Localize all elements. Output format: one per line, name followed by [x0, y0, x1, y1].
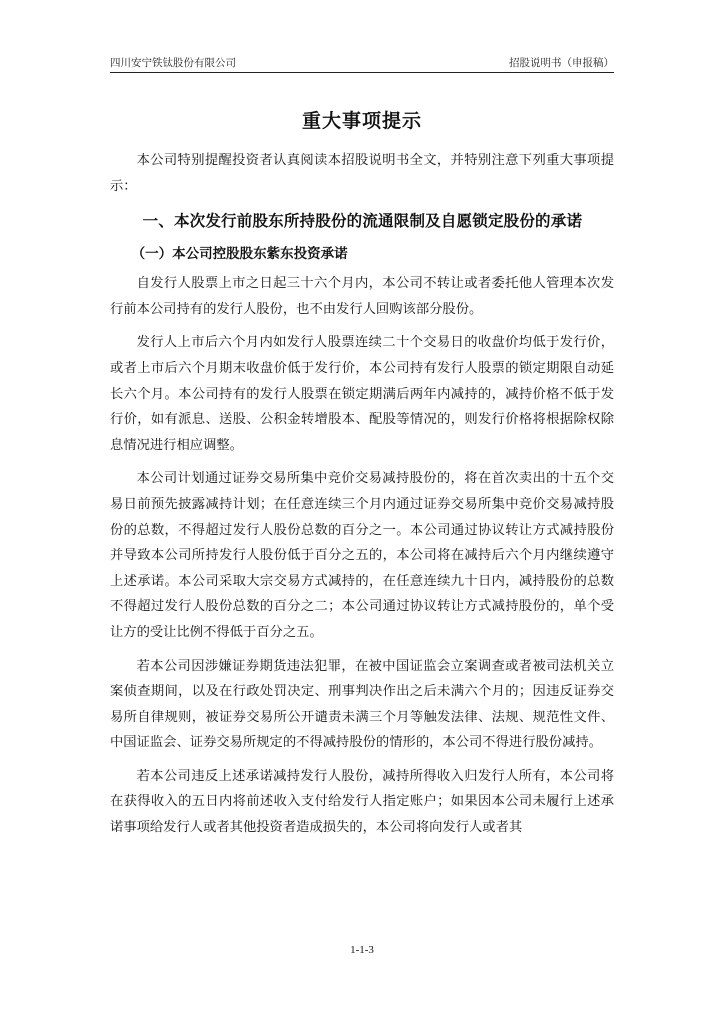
body-paragraph: 发行人上市后六个月内如发行人股票连续二十个交易日的收盘价均低于发行价，或者上市后六个月期末收盘价低于发行价，本公司持有发行人股票的锁定期限自动延长六个月。本公司持有的发行人股票在锁定期满后两年内减持的，减持价格不低于发行价，如有派息、送股、公积金转增股本、配股等情况的，则发行价格将根据除权除息情况进行相应调整。 [110, 335, 614, 453]
header-company-name: 四川安宁铁钛股份有限公司 [110, 57, 236, 69]
section-heading: 一、本次发行前股东所持股份的流通限制及自愿锁定股份的承诺 [142, 212, 583, 231]
body-paragraph: 本公司计划通过证券交易所集中竞价交易减持股份的，将在首次卖出的十五个交易日前预先披露减持计划；在任意连续三个月内通过证券交易所集中竞价交易减持股份的总数，不得超过发行人股份总数的百分之一。本公司通过协议转让方式减持股份并导致本公司所持发行人股份低于百分之五的，本公司将在减持后六个月内继续遵守上述承诺。本公司采取大宗交易方式减持的，在任意连续九十日内，减持股份的总数不得超过发行人股份总数的百分之二；本公司通过协议转让方式减持股份的，单个受让方的受让比例不得低于百分之五。 [110, 471, 614, 640]
header-document-name: 招股说明书（申报稿） [509, 57, 614, 69]
intro-paragraph: 本公司特别提醒投资者认真阅读本招股说明书全文，并特别注意下列重大事项提示： [110, 153, 614, 194]
document-body [110, 98, 614, 849]
body-paragraph: 若本公司因涉嫌证券期货违法犯罪，在被中国证监会立案调查或者被司法机关立案侦查期间，以及在行政处罚决定、刑事判决作出之后未满六个月的；因违反证券交易所自律规则，被证券交易所公开谴责未满三个月等触发法律、法规、规范性文件、中国证监会、证券交易所规定的不得减持股份的情形的，本公司不得进行股份减持。 [110, 658, 614, 751]
page-title: 重大事项提示 [301, 110, 422, 132]
page-header [110, 56, 614, 70]
body-paragraph: 若本公司违反上述承诺减持发行人股份，减持所得收入归发行人所有，本公司将在获得收入的五日内将前述收入支付给发行人指定账户；如果因本公司未履行上述承诺事项给发行人或者其他投资者造成损失的，本公司将向发行人或者其 [110, 768, 614, 836]
header-divider [110, 72, 614, 73]
body-paragraph: 自发行人股票上市之日起三十六个月内，本公司不转让或者委托他人管理本次发行前本公司持有的发行人股份，也不由发行人回购该部分股份。 [110, 276, 614, 317]
page-number: 1-1-3 [350, 944, 374, 956]
subsection-heading: （一）本公司控股股东紫东投资承诺 [131, 246, 348, 263]
